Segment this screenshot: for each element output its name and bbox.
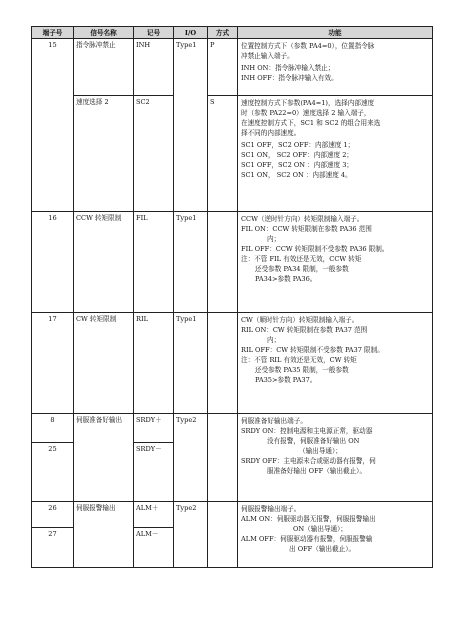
mode-cell xyxy=(208,414,238,502)
pin-cell: 27 xyxy=(32,528,74,568)
mode-cell xyxy=(208,313,238,414)
header-pin: 端子号 xyxy=(32,27,74,39)
pin-cell: 25 xyxy=(32,443,74,502)
function-cell: 伺服报警输出端子。 ALM ON：伺服驱动器无报警，伺服报警输出 ON（输出导通）； ALM OFF：伺服驱动器有报警，伺服报警输 出 OFF（输出截止）。 xyxy=(238,502,433,568)
mode-cell: S xyxy=(208,96,238,212)
function-cell: 速度控制方式下参数(PA4=1)，选择内部速度 时（参数 PA22=0）速度选择 2 输入端子， 在速度控制方式下，SC1 和 SC2 的组合用来选 择不同的内部速度。 SC1 OFF，SC2 OFF：内部速度 1； SC1 ON， SC2 OFF：内部速度 2； SC1 OFF，SC2 ON ：内部速度 3； SC1 ON， SC2 ON ：内部速度 4。 xyxy=(238,96,433,212)
io-cell: Type2 xyxy=(174,502,208,568)
symbol-cell: SC2 xyxy=(134,96,174,212)
function-cell: 位置控制方式下（参数 PA4=0），位置指令脉 冲禁止输入端子。 INH ON：指令脉冲输入禁止； INH OFF：指令脉冲输入有效。 xyxy=(238,39,433,96)
table-row xyxy=(32,313,433,414)
signal-name-cell: 伺服报警输出 xyxy=(74,502,134,568)
pin-cell: 15 xyxy=(32,39,74,212)
pin-cell: 16 xyxy=(32,212,74,313)
table-row xyxy=(32,39,433,96)
pin-cell: 17 xyxy=(32,313,74,414)
signal-name-cell: 指令脉冲禁止 xyxy=(74,39,134,96)
mode-cell xyxy=(208,502,238,568)
symbol-cell: SRDY＋ xyxy=(134,414,174,443)
symbol-cell: RIL xyxy=(134,313,174,414)
header-function: 功能 xyxy=(238,27,433,39)
signal-name-cell: CCW 转矩限制 xyxy=(74,212,134,313)
mode-cell xyxy=(208,212,238,313)
symbol-cell: ALM＋ xyxy=(134,502,174,528)
header-io: I/O xyxy=(174,27,208,39)
header-signal-name: 信号名称 xyxy=(74,27,134,39)
io-cell: Type1 xyxy=(174,313,208,414)
mode-cell: P xyxy=(208,39,238,96)
terminal-signal-table xyxy=(31,26,433,568)
table-row xyxy=(32,414,433,443)
header-symbol: 记号 xyxy=(134,27,174,39)
symbol-cell: SRDY－ xyxy=(134,443,174,502)
io-cell: Type2 xyxy=(174,414,208,502)
function-cell: CW（顺时针方向）转矩限制输入端子。 RIL ON：CW 转矩限制在参数 PA37 范围 内； RIL OFF：CW 转矩限制不受参数 PA37 限制。 注：不管 RIL 有效还是无效，CW 转矩 还受参数 PA35 限制，一般参数 PA35>参数 PA37。 xyxy=(238,313,433,414)
header-mode: 方式 xyxy=(208,27,238,39)
pin-cell: 8 xyxy=(32,414,74,443)
table-row xyxy=(32,212,433,313)
signal-name-cell: CW 转矩限制 xyxy=(74,313,134,414)
symbol-cell: FIL xyxy=(134,212,174,313)
function-cell: 伺服准备好输出端子。 SRDY ON：控制电源和主电源正常，驱动器 没有报警，伺服准备好输出 ON （输出导通）； SRDY OFF：主电源未合或驱动器有报警，伺 服准备好输出 OFF（输出截止）。 xyxy=(238,414,433,502)
function-cell: CCW（逆时针方向）转矩限制输入端子。 FIL ON：CCW 转矩限制在参数 PA36 范围 内； FIL OFF：CCW 转矩限制不受参数 PA36 限制。 注：不管 FIL 有效还是无效，CCW 转矩 还受参数 PA34 限制，一般参数 PA34>参数 PA36。 xyxy=(238,212,433,313)
symbol-cell: INH xyxy=(134,39,174,96)
signal-name-cell: 速度选择 2 xyxy=(74,96,134,212)
document-page xyxy=(31,26,432,581)
io-cell: Type1 xyxy=(174,212,208,313)
signal-name-cell: 伺服准备好输出 xyxy=(74,414,134,502)
table-row xyxy=(32,502,433,528)
table-header-row xyxy=(32,27,433,39)
symbol-cell: ALM－ xyxy=(134,528,174,568)
pin-cell: 26 xyxy=(32,502,74,528)
io-cell: Type1 xyxy=(174,39,208,212)
table-row xyxy=(32,96,433,212)
